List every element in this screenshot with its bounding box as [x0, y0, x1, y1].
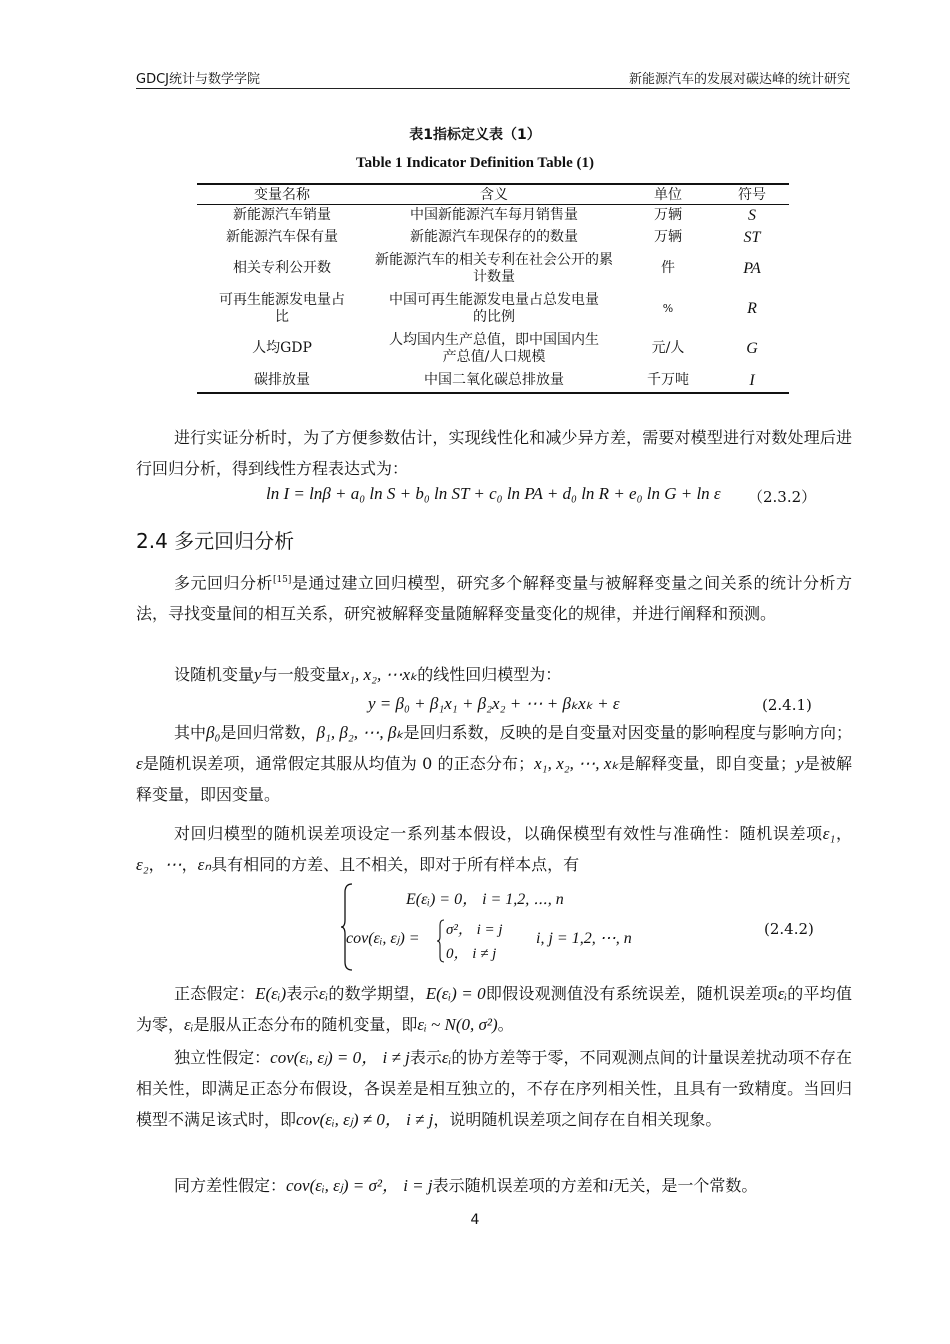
- paragraph-normality: [136, 978, 852, 1040]
- paragraph-independence: [136, 1042, 852, 1135]
- math: E(εᵢ) = 0: [425, 984, 486, 1003]
- table-cell: ST: [743, 229, 761, 246]
- text: 即假设观测值没有系统误差，随机误差项: [485, 984, 778, 1003]
- text: 同方差性假定：: [174, 1176, 287, 1195]
- equation-number-2-3-2: （2.3.2）: [748, 488, 817, 506]
- math: εᵢ: [777, 984, 788, 1003]
- text: ，: [181, 855, 198, 874]
- text: ，: [148, 855, 165, 874]
- paragraph-model-def: [136, 659, 852, 690]
- table-cell: %: [662, 302, 674, 315]
- text: 具有相同的方差、且不相关，即对于所有样本点，有: [211, 855, 580, 874]
- header-rule: [136, 88, 850, 89]
- table-cell: 中国新能源汽车每月销售量: [410, 207, 578, 224]
- text: 是被解释变量，即因变量。: [136, 754, 852, 804]
- text: 是回归常数，: [220, 723, 317, 742]
- table-header-row: [197, 184, 789, 205]
- column-header: 变量名称: [197, 184, 367, 205]
- text: 正态假定：: [174, 984, 256, 1003]
- table-caption-en: Table 1 Indicator Definition Table (1): [356, 155, 594, 171]
- table-cell: I: [715, 369, 789, 393]
- table-cell: 中国可再生能源发电量占总发电量的比例: [389, 291, 599, 325]
- text: ，说明随机误差项之间存在自相关现象。: [433, 1110, 722, 1129]
- text: ，: [835, 824, 852, 843]
- table-cell: 可再生能源发电量占比: [219, 291, 345, 325]
- text: 其中: [174, 723, 207, 742]
- math: β₀: [206, 723, 221, 742]
- math: x₁, x₂, ⋯xₖ: [341, 665, 418, 684]
- table-cell: 新能源汽车现保存的的数量: [410, 229, 578, 245]
- math: cov(εᵢ, εⱼ) = 0， i ≠ j: [270, 1048, 410, 1067]
- text: 的平均值为零，: [136, 984, 852, 1034]
- text: 表示随机误差项的方差和: [432, 1176, 609, 1195]
- text: 是回归系数，反映的是自变量对因变量的影响程度与影响方向；: [403, 723, 852, 742]
- equation-case-unequal: 0， i ≠ j: [446, 946, 497, 962]
- paragraph-coefficients: [136, 717, 852, 810]
- math: i: [608, 1176, 614, 1195]
- math: cov(εᵢ, εⱼ) = σ²， i = j: [286, 1176, 433, 1195]
- paragraph-multiple-regression: [136, 565, 852, 629]
- table-cell: 新能源汽车的相关专利在社会公开的累计数量: [375, 251, 613, 285]
- math: x₁, x₂, ⋯, xₖ: [534, 754, 619, 773]
- text: 表示: [286, 984, 319, 1003]
- table-cell: 千万吨: [621, 369, 715, 393]
- inner-brace: [436, 918, 446, 964]
- math: εₙ: [197, 855, 212, 874]
- indicator-definition-table: [197, 183, 789, 394]
- text: 无关，是一个常数。: [613, 1176, 758, 1195]
- table-cell: 元/人: [651, 340, 685, 356]
- header-right: 新能源汽车的发展对碳达峰的统计研究: [628, 72, 850, 87]
- column-header: 符号: [715, 184, 789, 205]
- text: 。: [497, 1015, 514, 1034]
- column-header: 单位: [621, 184, 715, 205]
- equation-number-2-4-2: (2.4.2): [764, 920, 814, 938]
- table-row: [197, 369, 789, 393]
- math: ε: [136, 754, 143, 773]
- text: 的线性回归模型为：: [417, 665, 562, 684]
- table-caption-zh: 表1指标定义表（1）: [409, 127, 541, 143]
- table-cell: R: [747, 300, 757, 317]
- text: 多元回归分析: [174, 573, 273, 593]
- table-cell: 新能源汽车销量: [233, 207, 331, 224]
- citation: [15]: [272, 575, 292, 585]
- math: β₁, β₂, ⋯, βₖ: [316, 723, 404, 742]
- table-cell: 万辆: [654, 229, 682, 245]
- table-cell: 件: [661, 260, 675, 276]
- equation-index-range: i, j = 1,2, ⋯, n: [536, 930, 632, 947]
- table-cell: G: [746, 340, 758, 357]
- page-number: 4: [470, 1212, 480, 1228]
- math: εᵢ: [318, 984, 329, 1003]
- equation-2-3-2: ln I = lnβ + a₀ ln S + b₀ ln ST + c₀ ln PA + d₀ ln R + e₀ ln G + ln ε: [266, 484, 721, 503]
- table-cell: 中国二氧化碳总排放量: [367, 369, 621, 393]
- paragraph-assumptions: [136, 818, 852, 880]
- table-row: [197, 289, 789, 329]
- table-cell: 新能源汽车保有量: [226, 229, 338, 245]
- left-brace: [340, 882, 354, 972]
- text: 对回归模型的随机误差项设定一系列基本假设，以确保模型有效性与准确性：随机误差项: [174, 824, 823, 843]
- math: εᵢ: [441, 1048, 452, 1067]
- table-cell: 相关专利公开数: [233, 260, 331, 276]
- text: 独立性假定：: [174, 1048, 271, 1067]
- equation-case-equal: σ²， i = j: [446, 922, 503, 938]
- text: 是服从正态分布的随机变量，即: [193, 1015, 418, 1034]
- equation-number-2-4-1: (2.4.1): [762, 696, 812, 714]
- table-row: [197, 205, 789, 227]
- math: ε₂: [136, 855, 149, 874]
- text: 是通过建立回归模型，研究多个解释变量与被解释变量之间关系的统计分析方法，寻找变量间的相互关系，研究被解释变量随解释变量变化的规律，并进行阐释和预测。: [136, 573, 852, 624]
- text: 是解释变量，即自变量；: [618, 754, 797, 773]
- table-cell: 人均GDP: [252, 340, 312, 356]
- paragraph-homoscedasticity: [136, 1170, 852, 1201]
- text: 表示: [409, 1048, 442, 1067]
- table-cell: 人均国内生产总值，即中国国内生产总值/人口规模: [389, 331, 599, 365]
- table-cell: 碳排放量: [197, 369, 367, 393]
- math: y: [796, 754, 804, 773]
- math: y: [254, 665, 262, 684]
- column-header: 含义: [367, 184, 621, 205]
- math: cov(εᵢ, εⱼ) ≠ 0， i ≠ j: [296, 1110, 434, 1129]
- math: E(εᵢ): [255, 984, 287, 1003]
- section-heading: 2.4 多元回归分析: [136, 529, 295, 553]
- equation-2-4-2: [340, 882, 820, 972]
- text: 的数学期望，: [328, 984, 426, 1003]
- text: 是随机误差项，通常假定其服从均值为 0 的正态分布；: [142, 754, 535, 773]
- math: ε₁: [822, 824, 836, 843]
- equation-covariance-lhs: cov(εᵢ, εⱼ) =: [346, 930, 420, 947]
- table-row: [197, 227, 789, 249]
- table-cell: 万辆: [654, 207, 682, 224]
- math: ⋯: [164, 855, 182, 874]
- equation-line-expectation: E(εᵢ) = 0， i = 1,2, ⋯, n: [406, 891, 564, 908]
- text: 与一般变量: [261, 665, 342, 684]
- paragraph-log-transform: 进行实证分析时，为了方便参数估计，实现线性化和减少异方差，需要对模型进行对数处理后进行回归分析，得到线性方程表达式为：: [136, 428, 852, 478]
- text: 的协方差等于零，不同观测点间的计量误差扰动项不存在相关性，即满足正态分布假设，各误差是相互独立的，不存在序列相关性，且具有一致精度。当回归模型不满足该式时，即: [136, 1048, 852, 1129]
- equation-2-4-1: y = β₀ + β₁x₁ + β₂x₂ + ⋯ + βₖxₖ + ε: [368, 694, 620, 713]
- table-row: [197, 249, 789, 289]
- math: εᵢ: [184, 1015, 194, 1034]
- table-row: [197, 329, 789, 369]
- header-left: GDCJ统计与数学学院: [136, 72, 260, 87]
- math: εᵢ ~ N(0, σ²): [417, 1015, 498, 1034]
- table-cell: PA: [743, 260, 761, 277]
- text: 设随机变量: [174, 665, 255, 684]
- table-cell: S: [748, 207, 756, 225]
